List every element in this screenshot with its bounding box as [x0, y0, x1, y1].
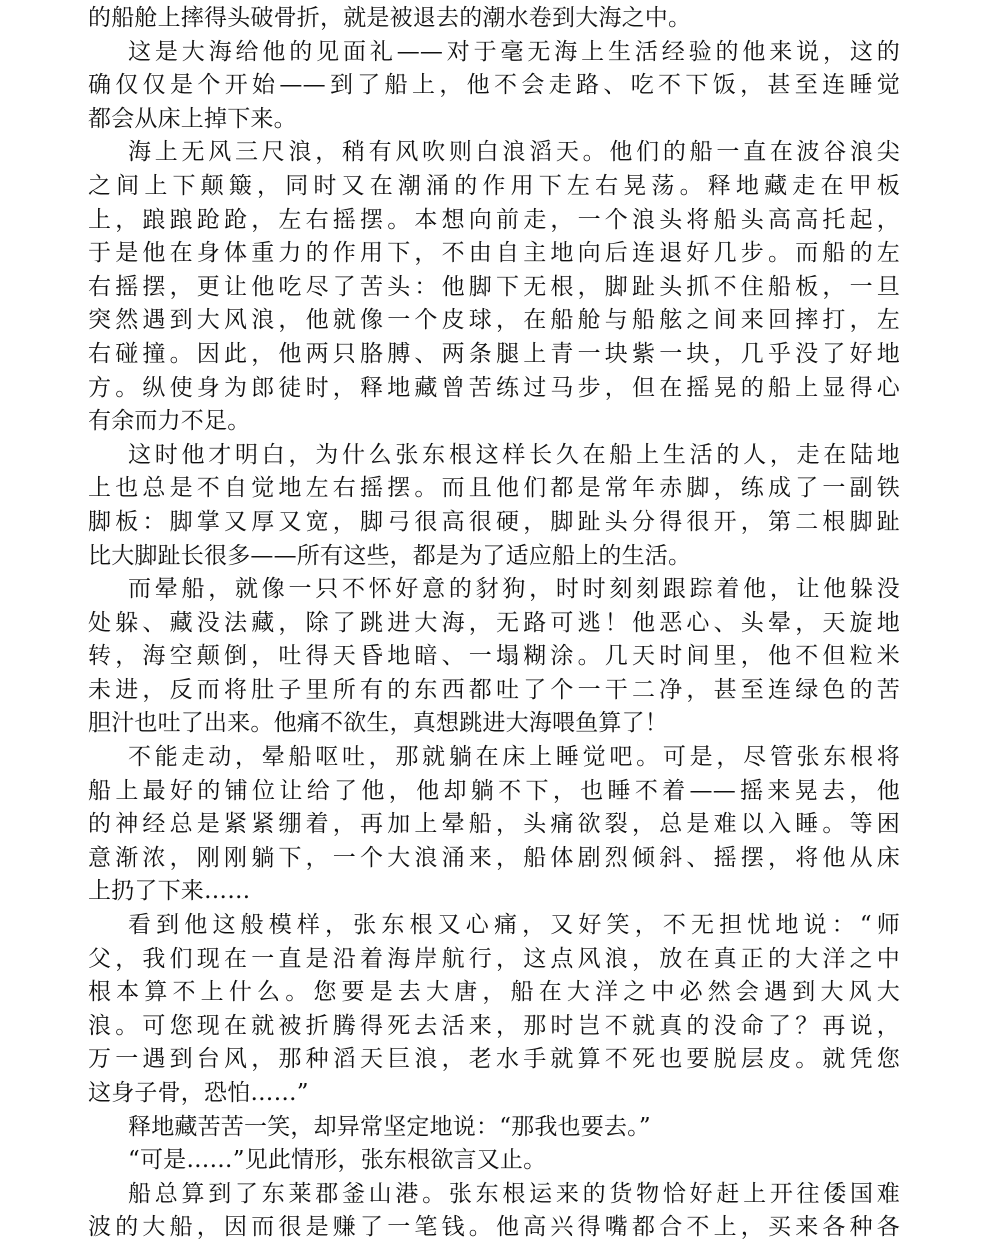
text-line: 船上最好的铺位让给了他，他却躺不下，也睡不着——摇来晃去，他	[88, 777, 900, 804]
text-line: 确仅仅是个开始——到了船上，他不会走路、吃不下饭，甚至连睡觉	[88, 72, 900, 99]
text-line: 胆汁也吐了出来。他痛不欲生，真想跳进大海喂鱼算了！	[88, 710, 668, 737]
paragraph-start-line: 看到他这般模样，张东根又心痛，又好笑，不无担忧地说：“师	[128, 912, 900, 939]
text-line: 处躲、藏没法藏，除了跳进大海，无路可逃！他恶心、头晕，天旋地	[88, 609, 900, 636]
text-line: 上扔了下来……	[88, 878, 251, 905]
text-line: 根本算不上什么。您要是去大唐，船在大洋之中必然会遇到大风大	[88, 979, 900, 1006]
text-line: 突然遇到大风浪，他就像一个皮球，在船舱与船舷之间来回摔打，左	[88, 307, 900, 334]
text-line: 的船舱上摔得头破骨折，就是被退去的潮水卷到大海之中。	[88, 5, 692, 31]
text-line: 有余而力不足。	[88, 408, 251, 435]
text-line: 上，踉踉跄跄，左右摇摆。本想向前走，一个浪头将船头高高托起，	[88, 206, 900, 233]
paragraph-start-line: 这时他才明白，为什么张东根这样长久在船上生活的人，走在陆地	[128, 441, 900, 468]
paragraph-start-line: 不能走动，晕船呕吐，那就躺在床上睡觉吧。可是，尽管张东根将	[128, 744, 900, 771]
text-line: 浪。可您现在就被折腾得死去活来，那时岂不就真的没命了？再说，	[88, 1012, 900, 1039]
text-line: 之间上下颠簸，同时又在潮涌的作用下左右晃荡。释地藏走在甲板	[88, 172, 900, 199]
paragraph-start-line: 这是大海给他的见面礼——对于毫无海上生活经验的他来说，这的	[128, 38, 900, 65]
text-line: 转，海空颠倒，吐得天昏地暗、一塌糊涂。几天时间里，他不但粒米	[88, 643, 900, 670]
text-line: 于是他在身体重力的作用下，不由自主地向后连退好几步。而船的左	[88, 240, 900, 267]
text-line: 的神经总是紧紧绷着，再加上晕船，头痛欲裂，总是难以入睡。等困	[88, 811, 900, 838]
text-line: 脚板：脚掌又厚又宽，脚弓很高很硬，脚趾头分得很开，第二根脚趾	[88, 508, 900, 535]
text-line: 都会从床上掉下来。	[88, 105, 297, 132]
paragraph-start-line: 海上无风三尺浪，稍有风吹则白浪滔天。他们的船一直在波谷浪尖	[128, 139, 900, 166]
text-line: 父，我们现在一直是沿着海岸航行，这点风浪，放在真正的大洋之中	[88, 945, 900, 972]
document-page	[88, 0, 900, 1241]
text-line: 比大脚趾长很多——所有这些，都是为了适应船上的生活。	[88, 542, 692, 569]
text-line: 方。纵使身为郎徒时，释地藏曾苦练过马步，但在摇晃的船上显得心	[88, 374, 900, 401]
paragraph-start-line: 而晕船，就像一只不怀好意的豺狗，时时刻刻跟踪着他，让他躲没	[128, 576, 900, 603]
paragraph-start-line: “可是……”见此情形，张东根欲言又止。	[128, 1147, 547, 1174]
text-line: 右摇摆，更让他吃尽了苦头：他脚下无根，脚趾头抓不住船板，一旦	[88, 273, 900, 300]
text-line: 右碰撞。因此，他两只胳膊、两条腿上青一块紫一块，几乎没了好地	[88, 340, 900, 367]
text-line: 波的大船，因而很是赚了一笔钱。他高兴得嘴都合不上，买来各种各	[88, 1214, 900, 1241]
text-line: 万一遇到台风，那种滔天巨浪，老水手就算不死也要脱层皮。就凭您	[88, 1046, 900, 1073]
text-line: 这身子骨，恐怕……”	[88, 1080, 309, 1106]
text-line: 未进，反而将肚子里所有的东西都吐了个一干二净，甚至连绿色的苦	[88, 676, 900, 703]
text-line: 意渐浓，刚刚躺下，一个大浪涌来，船体剧烈倾斜、摇摆，将他从床	[88, 844, 900, 871]
paragraph-start-line: 船总算到了东莱郡釜山港。张东根运来的货物恰好赶上开往倭国难	[128, 1180, 900, 1207]
paragraph-start-line: 释地藏苦苦一笑，却异常坚定地说：“那我也要去。”	[128, 1113, 651, 1140]
text-line: 上也总是不自觉地左右摇摆。而且他们都是常年赤脚，练成了一副铁	[88, 475, 900, 502]
